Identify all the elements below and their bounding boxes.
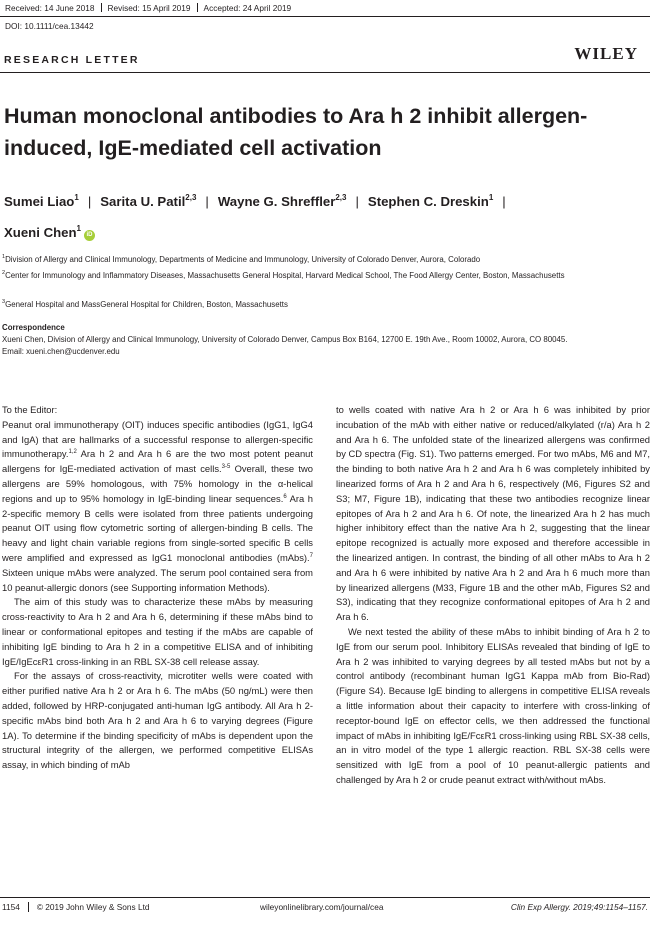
salutation: To the Editor: (2, 404, 58, 415)
author-separator: | (502, 194, 506, 209)
orcid-icon[interactable]: iD (84, 230, 95, 241)
author-3[interactable]: Wayne G. Shreffler$^{2,3}$ (217, 193, 347, 209)
journal-citation: Clin Exp Allergy. 2019;49:1154–1157. (510, 902, 648, 912)
article-title: Human monoclonal antibodies to Ara h 2 inhibit allergen-induced, IgE-mediated cell activation (4, 104, 588, 160)
author-separator: | (205, 194, 209, 209)
journal-url[interactable]: wileyonlinelibrary.com/journal/cea (260, 902, 384, 912)
affiliation-1: $^1$Division of Allergy and Clinical Immunology, Departments of Medicine and Immunology, University of Colorado Denver, Aurora, Colorado (2, 254, 481, 264)
affiliation-3: $^3$General Hospital and MassGeneral Hospital for Children, Boston, Massachusetts (2, 299, 288, 309)
section-label: RESEARCH LETTER (4, 54, 140, 66)
author-4[interactable]: Stephen C. Dreskin$^1$ (367, 193, 494, 209)
paragraph-3: For the assays of cross-reactivity, microtiter wells were coated with either purified native Ara h 2 or Ara h 6. The mAbs (50 ng/mL) were then added, followed by HRP-conjugated anti-human IgG antibody. All Ara h 2-specific mAbs bind both Ara h 2 and Ara h 6 to varying degrees (Figure 1A). To determine if the binding specificity of mAbs is dependent upon the structural integrity of the allergen, we performed competitive ELISAs assay, in which binding of mAb (2, 670, 313, 771)
correspondence-label: Correspondence (2, 323, 65, 332)
correspondence (2, 322, 642, 358)
paragraph-1: Peanut oral immunotherapy (OIT) induces specific antibodies (IgG1, IgG4 and IgA) that are hallmarks of a successful response to allergen-specific immunotherapy.$^{1,2}$ Ara h 2 and Ara h 6 are the two most potent peanut allergens for IgE-mediated activation of mast cells.$^{3-5}$ Overall, these two allergens are 59% homologous, with 75% homology in the α-helical regions and up to 95% homology in IgE-binding linear sequences.$^6$ Ara h 2-specific memory B cells were isolated from three patients undergoing peanut OIT using flow cytometric sorting of allergen-binding B cells. The heavy and light chain variable regions from single-sorted specific B cells were amplified and expressed as IgG1 monoclonal antibodies (mAbs).$^7$ Sixteen unique mAbs were analyzed. The serum pool contained sera from 10 peanut-allergic donors (see Supporting information Methods). (2, 418, 313, 593)
revised-date: Revised: 15 April 2019 (107, 3, 191, 13)
footer-rule (0, 897, 650, 898)
author-5[interactable]: Xueni Chen$^1$ (4, 224, 81, 240)
page-number: 1154 (2, 902, 20, 912)
author-list (4, 184, 644, 246)
copyright: © 2019 John Wiley & Sons Ltd (36, 902, 150, 912)
publisher-logo: WILEY (574, 44, 638, 63)
author-separator: | (87, 194, 92, 209)
paragraph-4: to wells coated with native Ara h 2 or Ara h 6 was inhibited by prior incubation of the mAb with either native or reduced/alkylated (r/a) Ara h 2 and Ara h 6. The unfolded state of the linearized allergens was confirmed by CD spectra (Fig. S1). Two patterns emerged. For two mAbs, M6 and M7, the binding to both native Ara h 2 and Ara h 6 was completely inhibited by linearized forms of Ara h 2 and Ara h 6, respectively (M6, Figures S2 and S3; M7, Figure 1B), indicating that these two antibodies recognize linear epitopes of Ara h 2 and Ara h 6. Of note, the linearized Ara h 2 has much higher inhibitory effect than the native Ara h 2, suggesting that the linear epitope recognized is actually more exposed and therefore accessible in the linearized antigen. In contrast, the binding of all other mAbs to Ara h 2 and Ara h 6 were inhibited by native Ara h 2 and Ara h 6 much more than by linearized allergens (M33, Figure 1B and the other mAb, Figures S2 and S3), indicating that they recognize conformational epitopes of Ara h 2 and Ara h 6. (336, 404, 650, 623)
citation-ref[interactable]: 3-5 (221, 464, 231, 471)
paragraph-5: We next tested the ability of these mAbs to inhibit binding of Ara h 2 to IgE from our serum pool. Inhibitory ELISAs revealed that binding of IgE to Ara h 2 was inhibited to varying degrees by all tested mAbs but not by a control antibody (recombinant human IgG1 Kappa mAb from Bio-Rad) (Figure S4). Because IgE binding to allergens in competitive ELISA reveals a little information about their capacity to interfere with cross-linking of receptor-bound IgE on effector cells, we then addressed the functional impact of mAbs in inhibiting IgE/FcεR1 cross-linking using RBL SX-38 cells, an in vitro model of the type 1 allergic reaction. RBL SX-38 cells were sensitized with IgE from a pool of 10 peanut-allergic patients and challenged by Ara h 2 or crude peanut extract with/without mAbs. (336, 625, 650, 785)
section-rule (0, 72, 650, 73)
footer-left (2, 902, 150, 912)
citation-ref[interactable]: 1,2 (68, 449, 77, 456)
author-2[interactable]: Sarita U. Patil$^{2,3}$ (100, 193, 197, 209)
author-separator: | (355, 194, 359, 209)
author-1[interactable]: Sumei Liao$^1$ (4, 193, 79, 209)
doi[interactable]: DOI: 10.1111/cea.13442 (5, 21, 94, 31)
paragraph-2: The aim of this study was to characterize these mAbs by measuring cross-reactivity to Ara h 2 and Ara h 6, determining if these mAbs bind to linear or conformational epitopes and testing if the mAbs are capable of inhibiting IgE binding to Ara h 2 in a competitive ELISA and of inhibiting IgE/IgEcεR1 cross-linking in an RBL SX-38 cell release assay. (2, 596, 313, 667)
affiliation-2: $^2$Center for Immunology and Inflammatory Diseases, Massachusetts General Hospital, Harvard Medical School, The Food Allergy Center, Boston, Massachusetts (2, 270, 565, 280)
header-rule (0, 16, 650, 17)
article-dates (5, 3, 291, 13)
correspondence-address: Xueni Chen, Division of Allergy and Clinical Immunology, University of Colorado Denver, Campus Box B164, 12700 E. 19th Ave., Room 10002, Aurora, CO 80045. (2, 335, 568, 344)
correspondence-email[interactable]: Email: xueni.chen@ucdenver.edu (2, 347, 120, 356)
body-column-left (2, 403, 313, 773)
citation-ref[interactable]: 7 (309, 552, 313, 559)
citation-ref[interactable]: 6 (283, 493, 287, 500)
body-column-right (336, 403, 650, 788)
accepted-date: Accepted: 24 April 2019 (203, 3, 292, 13)
received-date: Received: 14 June 2018 (5, 3, 95, 13)
